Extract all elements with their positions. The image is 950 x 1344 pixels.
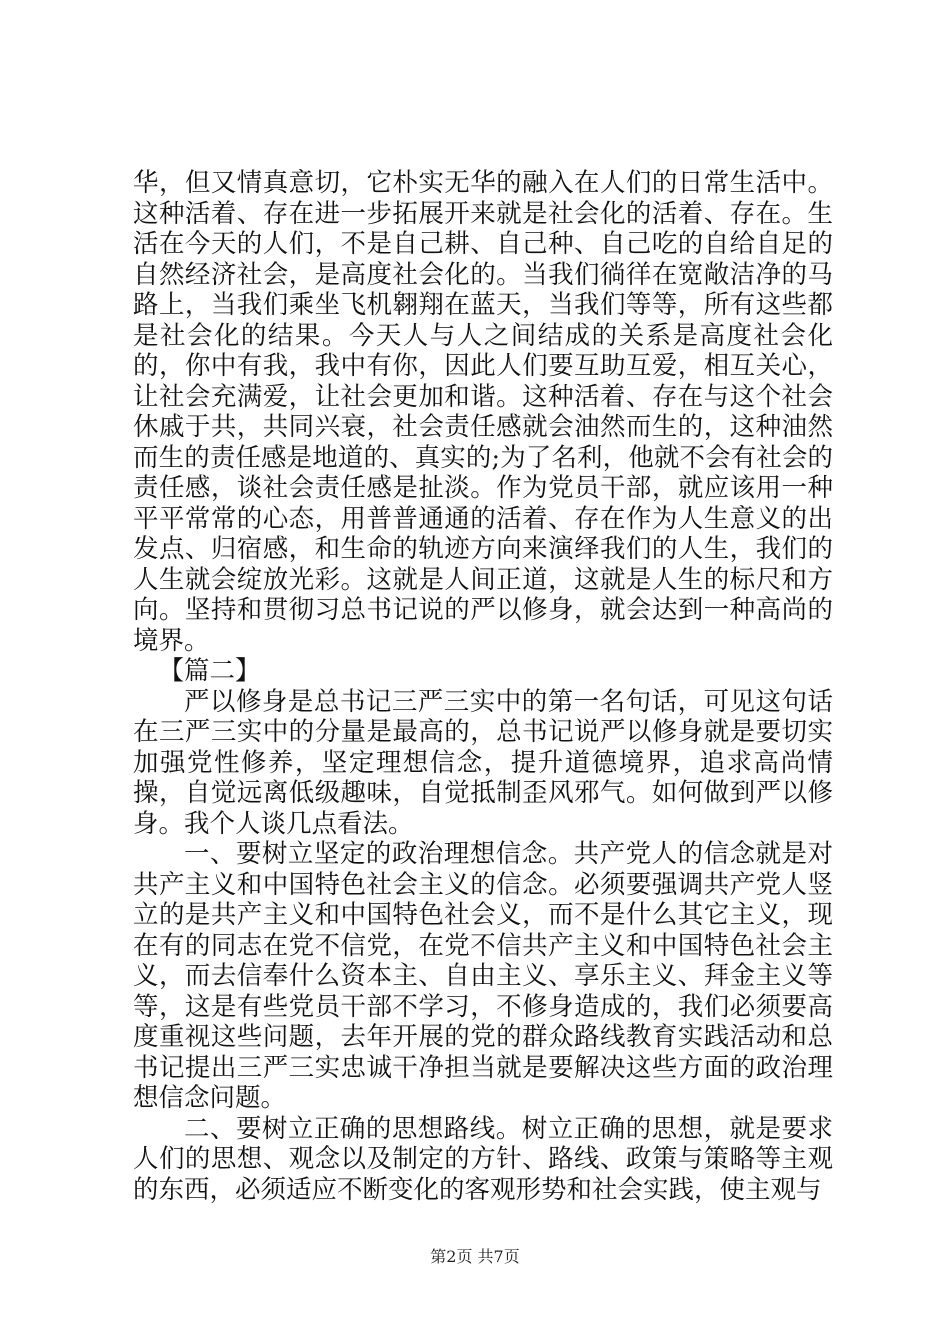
document-body [133, 168, 833, 1205]
paragraph-point-two: 二、要树立正确的思想路线。树立正确的思想，就是要求人们的思想、观念以及制定的方针、路线、政策与策略等主观的东西，必须适应不断变化的客观形势和社会实践，使主观与 [133, 1113, 833, 1205]
page-number-footer: 第2页 共7页 [430, 1247, 520, 1266]
section-heading: 【篇二】 [158, 656, 261, 686]
paragraph-continuation: 华，但又情真意切，它朴实无华的融入在人们的日常生活中。这种活着、存在进一步拓展开来就是社会化的活着、存在。生活在今天的人们，不是自己耕、自己种、自己吃的自给自足的自然经济社会，是高度社会化的。当我们徜徉在宽敞洁净的马路上，当我们乘坐飞机翱翔在蓝天，当我们等等，所有这些都是社会化的结果。今天人与人之间结成的关系是高度社会化的，你中有我，我中有你，因此人们要互助互爱，相互关心，让社会充满爱，让社会更加和谐。这种活着、存在与这个社会休戚于共，共同兴衰，社会责任感就会油然而生的，这种油然而生的责任感是地道的、真实的;为了名利，他就不会有社会的责任感，谈社会责任感是扯淡。作为党员干部，就应该用一种平平常常的心态，用普普通通的活着、存在作为人生意义的出发点、归宿感，和生命的轨迹方向来演绎我们的人生，我们的人生就会绽放光彩。这就是人间正道，这就是人生的标尺和方向。坚持和贯彻习总书记说的严以修身，就会达到一种高尚的境界。 [133, 168, 833, 656]
paragraph-point-one: 一、要树立坚定的政治理想信念。共产党人的信念就是对共产主义和中国特色社会主义的信念。必须要强调共产党人竖立的是共产主义和中国特色社会义，而不是什么其它主义，现在有的同志在党不信党，在党不信共产主义和中国特色社会主义，而去信奉什么资本主、自由主义、享乐主义、拜金主义等等，这是有些党员干部不学习，不修身造成的，我们必须要高度重视这些问题，去年开展的党的群众路线教育实践活动和总书记提出三严三实忠诚干净担当就是要解决这些方面的政治理想信念问题。 [133, 839, 833, 1113]
paragraph-intro: 严以修身是总书记三严三实中的第一名句话，可见这句话在三严三实中的分量是最高的，总书记说严以修身就是要切实加强党性修养，坚定理想信念，提升道德境界，追求高尚情操，自觉远离低级趣味，自觉抵制歪风邪气。如何做到严以修身。我个人谈几点看法。 [133, 686, 833, 839]
